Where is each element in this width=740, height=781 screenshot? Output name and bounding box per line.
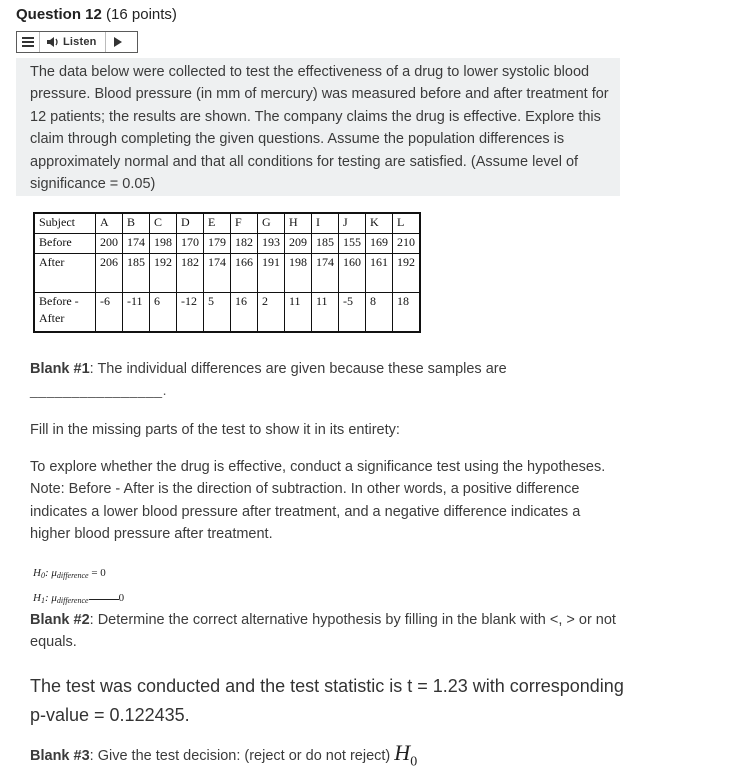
blank2-prompt: Blank #2: Determine the correct alternative hypothesis by filling in the blank with <, > or not equals. xyxy=(30,612,616,651)
blank2-label: Blank #2 xyxy=(30,612,90,628)
table-row: Subject A B C D E F G H I J K L xyxy=(34,213,420,234)
listen-toolbar xyxy=(16,31,138,53)
listen-button[interactable]: Listen xyxy=(63,36,97,48)
question-points: (16 points) xyxy=(106,6,177,23)
blank1-answer[interactable]: ________________. xyxy=(30,382,167,398)
blank1-label: Blank #1 xyxy=(30,361,90,377)
fill-instruction: Fill in the missing parts of the test to show it in its entirety: xyxy=(30,422,400,438)
table-row: Before 200 174 198 170 179 182 193 209 185 155 169 210 xyxy=(34,234,420,254)
alternative-blank[interactable] xyxy=(89,599,119,600)
blank1-prompt: Blank #1: The individual differences are given because these samples are xyxy=(30,361,507,377)
menu-icon[interactable] xyxy=(17,32,40,52)
question-number: Question 12 xyxy=(16,6,102,23)
test-result: The test was conducted and the test statistic is t = 1.23 with corresponding p-value = 0.122435. xyxy=(30,676,624,725)
intro-text: The data below were collected to test the effectiveness of a drug to lower systolic blood pressure. Blood pressure (in mm of mercury) was measured before and after treatment for 12 patients; the results are shown. The company claims the drug is effective. Explore this claim through completing the given questions. Assume the population differences is approximately normal and that all conditions for testing are satisfied. (Assume level of significance = 0.05) xyxy=(30,64,609,193)
blank3-label: Blank #3 xyxy=(30,748,90,764)
table-row: After 206 185 192 182 174 166 191 198 174 160 161 192 xyxy=(34,254,420,293)
h0-symbol: $H_0$ xyxy=(394,740,418,770)
table-row: Before - After -6 -11 6 -12 5 16 2 11 11 -5 8 18 xyxy=(34,293,420,333)
null-hypothesis: $H_0$: $\mu_{difference} = 0$ xyxy=(33,567,106,580)
play-icon[interactable] xyxy=(114,37,122,47)
data-table xyxy=(33,212,421,333)
explore-text: To explore whether the drug is effective, conduct a significance test using the hypotheses. Note: Before - After is the direction of subtraction. In other words, a positive difference indicates a lower blood pressure after treatment, and a negative difference indicates a higher blood pressure after treatment. xyxy=(30,459,606,543)
blank3-prompt: Blank #3: Give the test decision: (reject or do not reject) $H_0$ xyxy=(30,740,418,770)
alternative-hypothesis: $H_1$: $\mu_{difference}$ 0 xyxy=(33,592,125,605)
speaker-icon[interactable] xyxy=(46,35,60,49)
question-title xyxy=(16,6,177,23)
